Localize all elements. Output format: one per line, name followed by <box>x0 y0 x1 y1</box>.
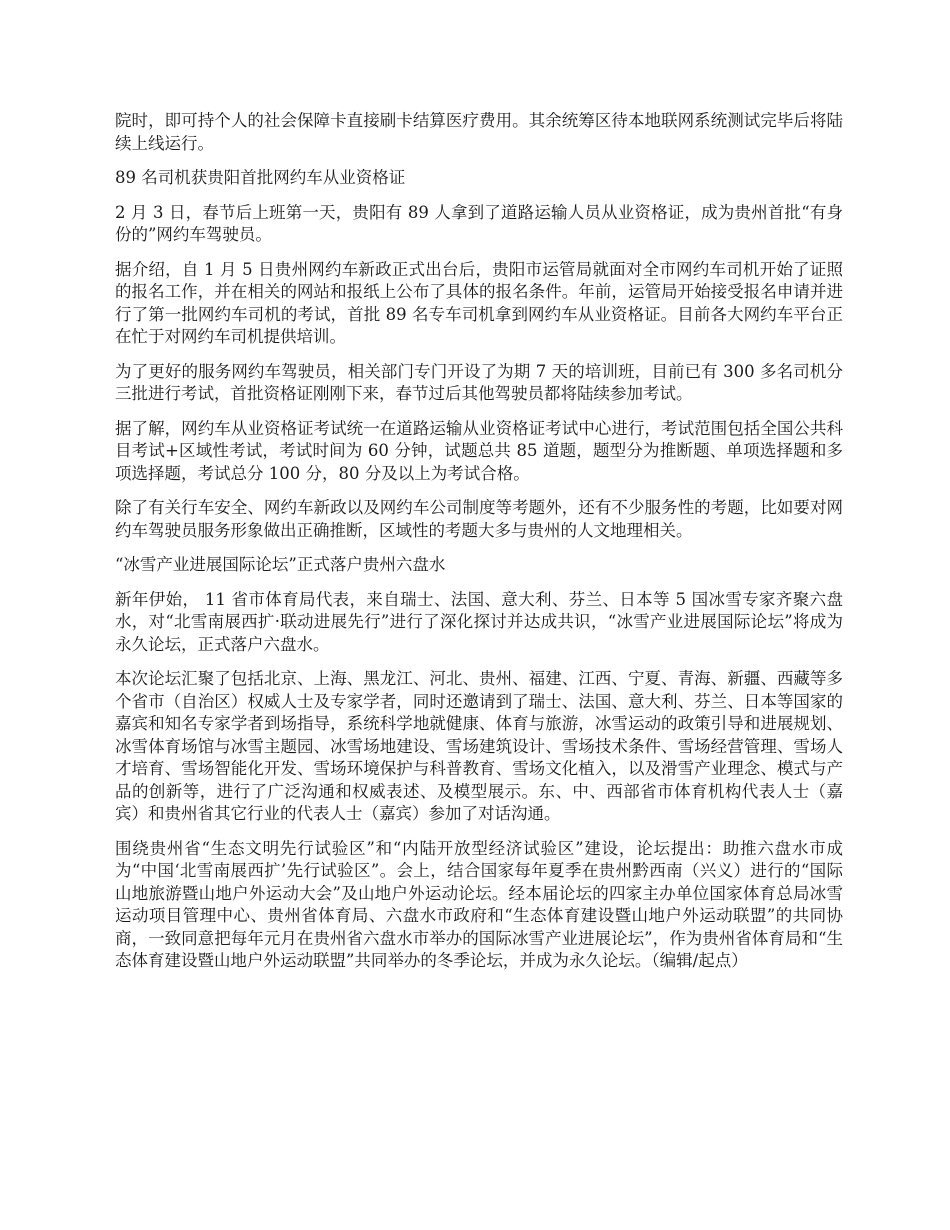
paragraph-training: 为了更好的服务网约车驾驶员，相关部门专门开设了为期 7 天的培训班，目前已有 300 多名司机分三批进行考试，首批资格证刚刚下来，春节过后其他驾驶员都将陆续参加考试。 <box>115 361 843 403</box>
heading-ice-snow-forum: “冰雪产业进展国际论坛”正式落户贵州六盘水 <box>115 555 446 574</box>
paragraph-first-day: 2 月 3 日，春节后上班第一天，贵阳有 89 人拿到了道路运输人员从业资格证，成为贵州首批“有身份的”网约车驾驶员。 <box>115 202 843 244</box>
paragraph-forum-conclusion: 围绕贵州省“生态文明先行试验区”和“内陆开放型经济试验区”建设，论坛提出：助推六盘水市成为“中国‘北雪南展西扩’先行试验区”。会上，结合国家每年夏季在贵州黔西南（兴义）进行的“国际山地旅游暨山地户外运动大会”及山地户外运动论坛。经本届论坛的四家主办单位国家体育总局冰雪运动项目管理中心、贵州省体育局、六盘水市政府和“生态体育建设暨山地户外运动联盟”的共同协商，一致同意把每年元月在贵州省六盘水市举办的国际冰雪产业进展论坛”，作为贵州省体育局和“生态体育建设暨山地户外运动联盟”共同举办的冬季论坛，并成为永久论坛。（编辑/起点） <box>115 838 843 970</box>
heading-drivers-certified: 89 名司机获贵阳首批网约车从业资格证 <box>115 168 406 187</box>
paragraph-exam-topics: 除了有关行车安全、网约车新政以及网约车公司制度等考题外，还有不少服务性的考题，比如要对网约车驾驶员服务形象做出正确推断，区域性的考题大多与贵州的人文地理相关。 <box>115 498 843 540</box>
paragraph-registration: 据介绍，自 1 月 5 日贵州网约车新政正式出台后，贵阳市运管局就面对全市网约车司机开始了证照的报名工作，并在相关的网站和报纸上公布了具体的报名条件。年前，运管局开始接受报名申请并进行了第一批网约车司机的考试，首批 89 名专车司机拿到网约车从业资格证。目前各大网约车平台正在忙于对网约车司机提供培训。 <box>115 259 843 346</box>
document-page <box>115 110 843 985</box>
paragraph-forum-consensus: 新年伊始， 11 省市体育局代表，来自瑞士、法国、意大利、芬兰、日本等 5 国冰雪专家齐聚六盘水，对“北雪南展西扩·联动进展先行”进行了深化探讨并达成共识，“冰雪产业进展国际论坛”将成为永久论坛，正式落户六盘水。 <box>115 589 843 654</box>
paragraph-forum-participants: 本次论坛汇聚了包括北京、上海、黑龙江、河北、贵州、福建、江西、宁夏、青海、新疆、西藏等多个省市（自治区）权威人士及专家学者，同时还邀请到了瑞士、法国、意大利、芬兰、日本等国家的嘉宾和知名专家学者到场指导，系统科学地就健康、体育与旅游，冰雪运动的政策引导和进展规划、冰雪体育场馆与冰雪主题园、冰雪场地建设、雪场建筑设计、雪场技术条件、雪场经营管理、雪场人才培育、雪场智能化开发、雪场环境保护与科普教育、雪场文化植入，以及滑雪产业理念、模式与产品的创新等，进行了广泛沟通和权威表述、及模型展示。东、中、西部省市体育机构代表人士（嘉宾）和贵州省其它行业的代表人士（嘉宾）参加了对话沟通。 <box>115 669 843 823</box>
paragraph-exam-details: 据了解，网约车从业资格证考试统一在道路运输从业资格证考试中心进行，考试范围包括全国公共科目考试+区域性考试，考试时间为 60 分钟，试题总共 85 道题，题型分为推断题、单项选择题和多项选择题，考试总分 100 分，80 分及以上为考试合格。 <box>115 418 843 483</box>
paragraph-medical-settlement: 院时，即可持个人的社会保障卡直接刷卡结算医疗费用。其余统筹区待本地联网系统测试完毕后将陆续上线运行。 <box>115 111 843 153</box>
